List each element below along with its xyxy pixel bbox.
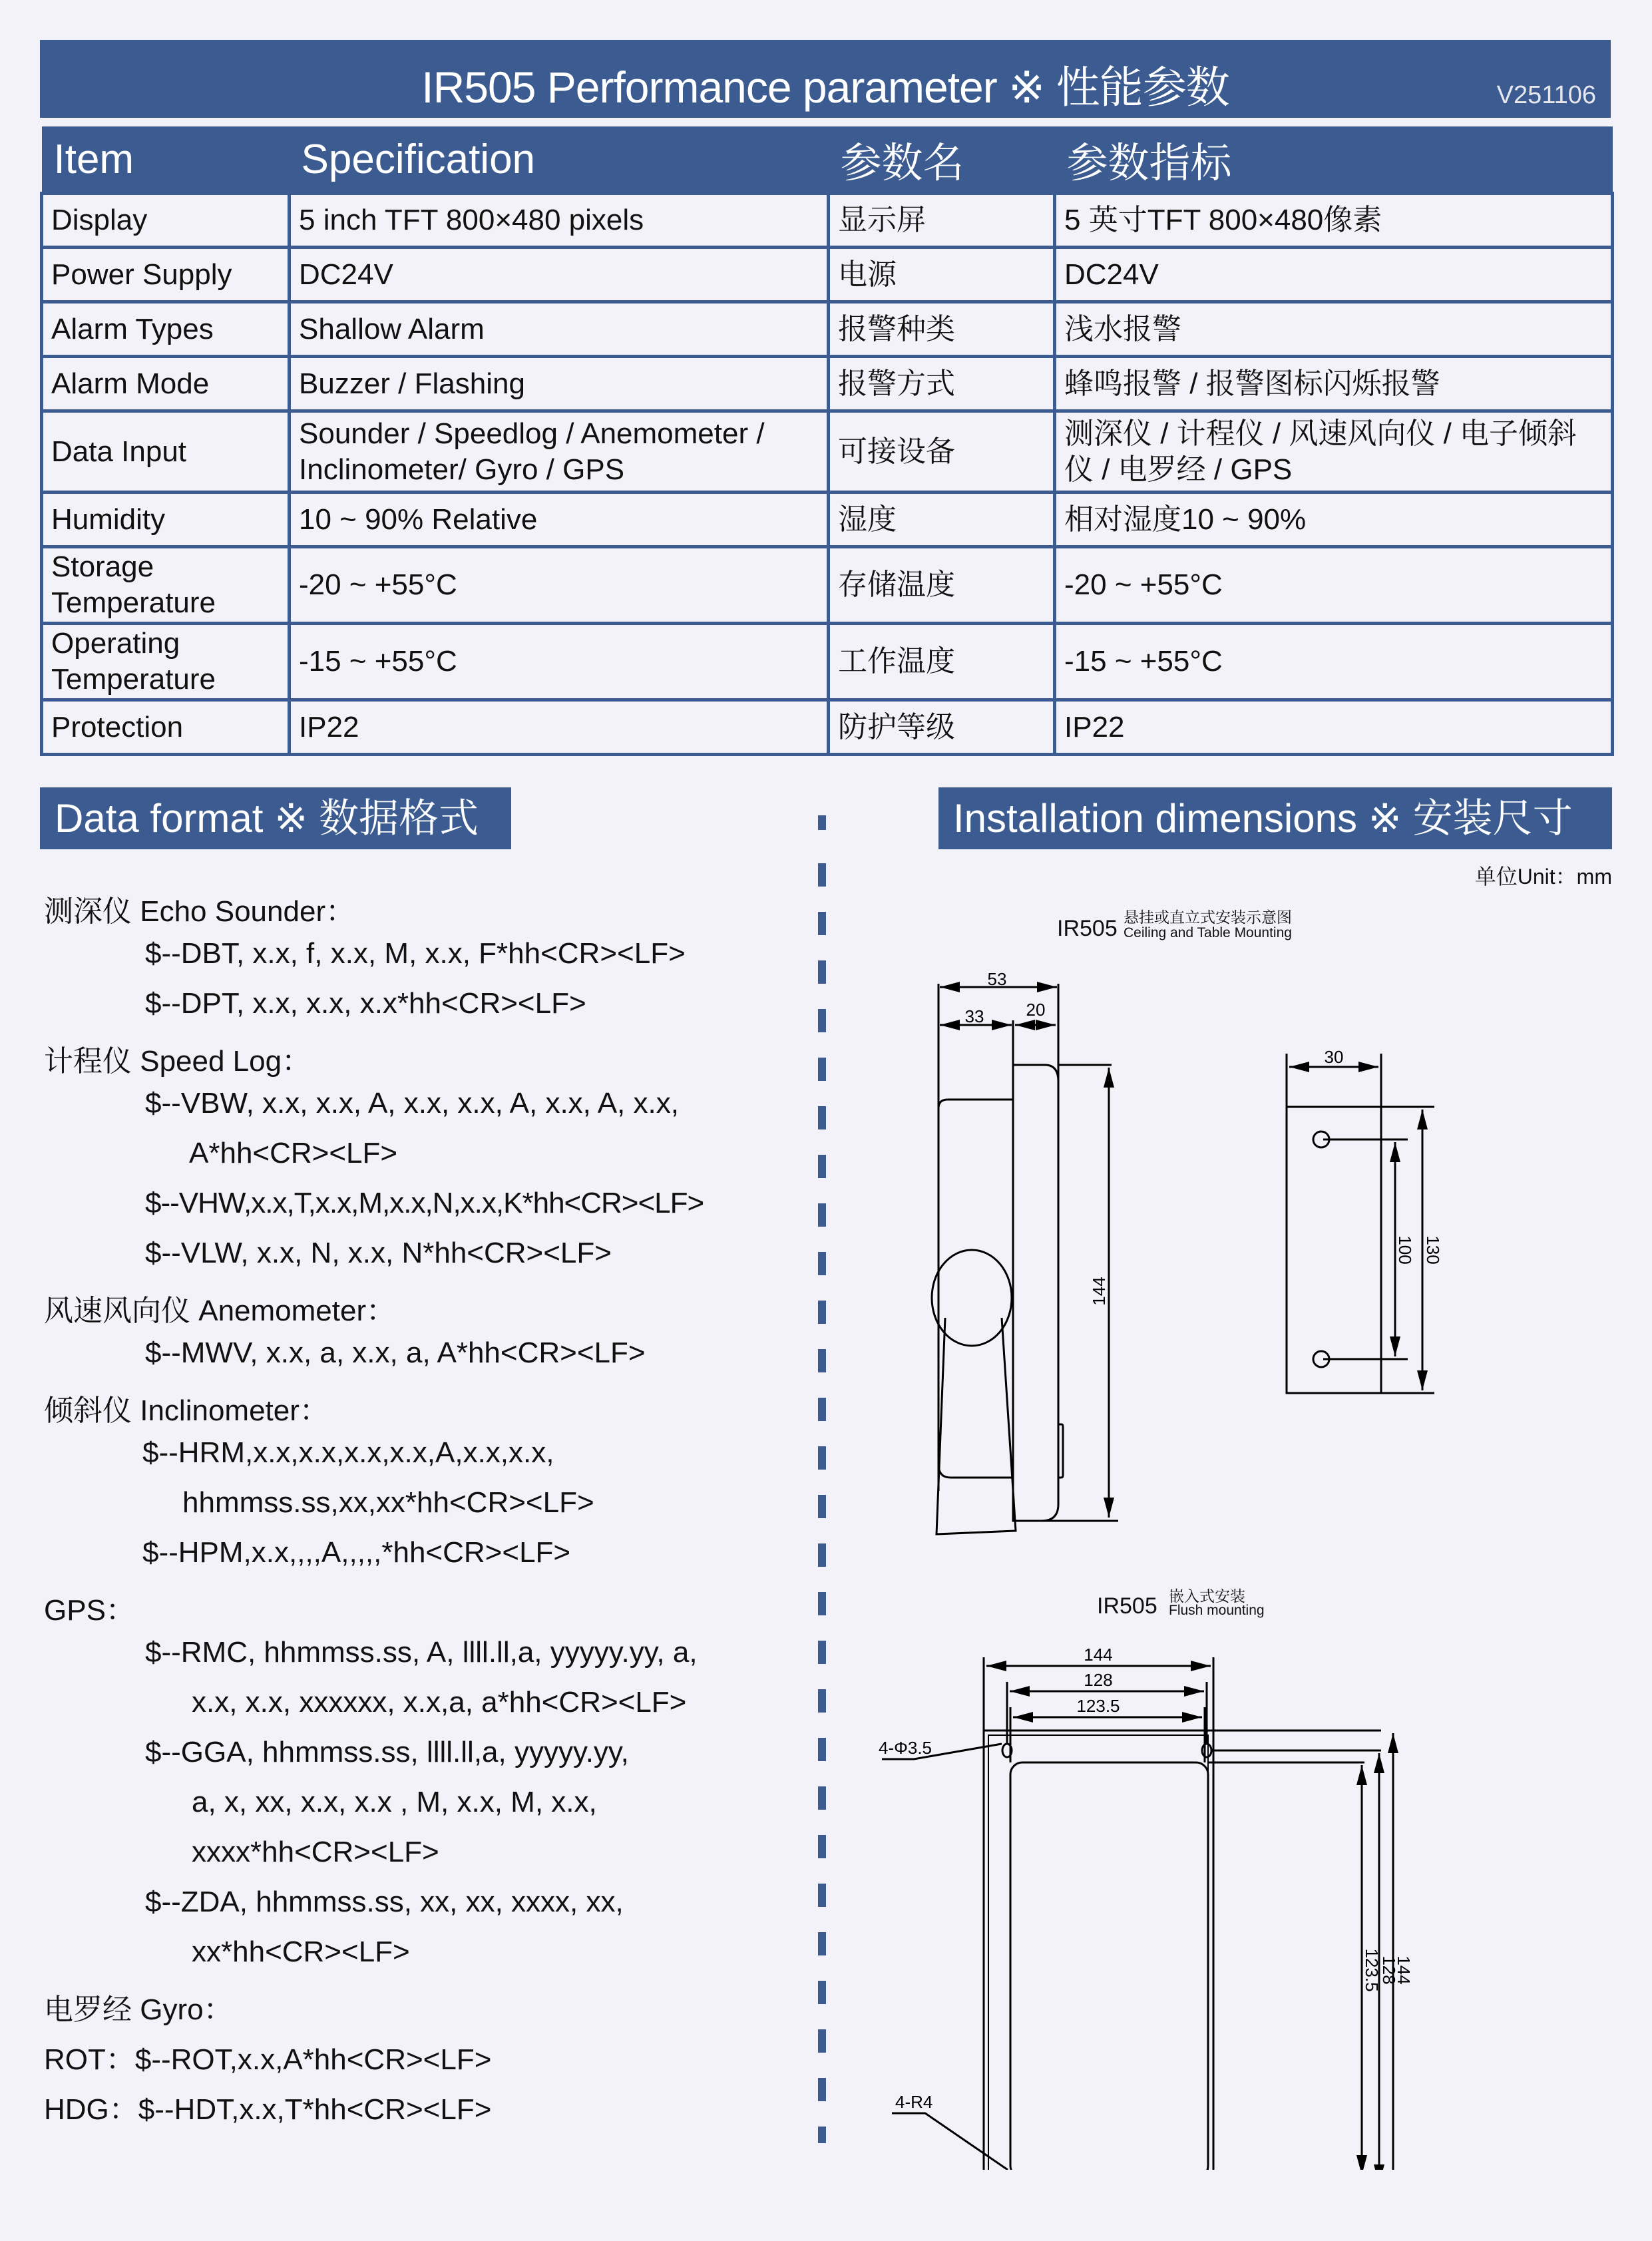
data-format-heading: Data format ※ 数据格式 xyxy=(40,787,511,849)
flush-mounting-diagram xyxy=(865,1637,1531,2170)
cell-item: Humidity xyxy=(42,493,290,547)
radius-note: 4-R4 xyxy=(895,2092,933,2112)
cell-value-zh: 蜂鸣报警 / 报警图标闪烁报警 xyxy=(1055,357,1613,411)
format-line: a, x, xx, x.x, x.x , M, x.x, M, x.x, xyxy=(192,1786,597,1818)
cell-name-zh: 报警方式 xyxy=(829,357,1055,411)
diagram1-model: IR505 xyxy=(1057,916,1118,941)
format-line: 电罗经 Gyro： xyxy=(44,1993,233,2026)
dim-144: 144 xyxy=(1089,1277,1109,1306)
cell-value-zh: IP22 xyxy=(1055,700,1613,755)
format-line: $--RMC, hhmmss.ss, A, llll.ll,a, yyyyy.yy, a, xyxy=(145,1636,698,1669)
cell-name-zh: 电源 xyxy=(829,248,1055,302)
format-line: $--VHW,x.x,T,x.x,M,x.x,N,x.x,K*hh<CR><LF> xyxy=(145,1187,704,1219)
diagram1-caption-zh: 悬挂或直立式安装示意图 xyxy=(1124,909,1292,926)
diagram2-caption-en: Flush mounting xyxy=(1169,1603,1265,1618)
table-header-row xyxy=(42,126,1613,194)
diagram1-caption-en: Ceiling and Table Mounting xyxy=(1124,925,1292,940)
unit-label: 单位Unit：mm xyxy=(1474,865,1612,889)
title-banner xyxy=(40,40,1611,118)
cell-name-zh: 工作温度 xyxy=(829,624,1055,700)
cell-item: Display xyxy=(42,194,290,248)
format-line: ROT：$--ROT,x.x,A*hh<CR><LF> xyxy=(44,2043,492,2076)
cell-name-zh: 防护等级 xyxy=(829,700,1055,755)
section-divider xyxy=(818,815,826,2180)
cell-spec: Shallow Alarm xyxy=(290,302,829,357)
cell-item: Power Supply xyxy=(42,248,290,302)
cell-spec: DC24V xyxy=(290,248,829,302)
format-line: 计程仪 Speed Log： xyxy=(44,1045,311,1078)
dim-130: 130 xyxy=(1423,1235,1443,1265)
format-line: hhmmss.ss,xx,xx*hh<CR><LF> xyxy=(182,1486,594,1519)
page-title: IR505 Performance parameter ※ 性能参数 xyxy=(421,63,1229,112)
table-row xyxy=(42,493,1613,547)
format-line: $--VBW, x.x, x.x, A, x.x, x.x, A, x.x, A, x.x, xyxy=(145,1087,679,1120)
cell-item: Protection xyxy=(42,700,290,755)
table-row xyxy=(42,248,1613,302)
dim-53: 53 xyxy=(987,969,1007,989)
format-line: $--HPM,x.x,,,,A,,,,,*hh<CR><LF> xyxy=(142,1536,571,1569)
ceiling-table-mounting-diagram xyxy=(919,945,1504,1557)
cell-item: Operating Temperature xyxy=(42,624,290,700)
dim-v-128: 128 xyxy=(1379,1955,1399,1985)
cell-item: Storage Temperature xyxy=(42,547,290,624)
cell-item: Alarm Mode xyxy=(42,357,290,411)
dim-hole-128: 128 xyxy=(1084,1670,1113,1690)
cell-name-zh: 湿度 xyxy=(829,493,1055,547)
table-row xyxy=(42,624,1613,700)
format-line: $--DPT, x.x, x.x, x.x*hh<CR><LF> xyxy=(145,987,586,1020)
format-line: HDG：$--HDT,x.x,T*hh<CR><LF> xyxy=(44,2093,492,2126)
cell-name-zh: 显示屏 xyxy=(829,194,1055,248)
format-line: $--DBT, x.x, f, x.x, M, x.x, F*hh<CR><LF> xyxy=(145,937,686,970)
column-header-item: Item xyxy=(42,126,290,194)
format-line: $--MWV, x.x, a, x.x, a, A*hh<CR><LF> xyxy=(145,1336,646,1369)
format-line: $--HRM,x.x,x.x,x.x,x.x,A,x.x,x.x, xyxy=(142,1436,554,1469)
cell-value-zh: DC24V xyxy=(1055,248,1613,302)
cell-name-zh: 报警种类 xyxy=(829,302,1055,357)
dim-outer-144: 144 xyxy=(1084,1645,1113,1665)
dim-30: 30 xyxy=(1324,1047,1344,1067)
version-label: V251106 xyxy=(1496,81,1596,109)
dim-100: 100 xyxy=(1395,1235,1415,1265)
format-line: $--GGA, hhmmss.ss, llll.ll,a, yyyyy.yy, xyxy=(145,1736,629,1768)
cell-name-zh: 可接设备 xyxy=(829,411,1055,493)
cell-spec: -20 ~ +55°C xyxy=(290,547,829,624)
diagram2-caption-zh: 嵌入式安装 xyxy=(1169,1587,1245,1605)
performance-table xyxy=(40,126,1614,756)
cell-spec: Sounder / Speedlog / Anemometer / Inclinometer/ Gyro / GPS xyxy=(290,411,829,493)
format-line: 倾斜仪 Inclinometer： xyxy=(44,1394,329,1427)
cell-value-zh: 浅水报警 xyxy=(1055,302,1613,357)
table-row xyxy=(42,194,1613,248)
cell-value-zh: -15 ~ +55°C xyxy=(1055,624,1613,700)
table-row xyxy=(42,411,1613,493)
cell-name-zh: 存储温度 xyxy=(829,547,1055,624)
dim-cutout-123-5: 123.5 xyxy=(1076,1696,1120,1716)
format-line: 风速风向仪 Anemometer： xyxy=(44,1295,396,1327)
hole-note: 4-Φ3.5 xyxy=(879,1738,932,1758)
cell-spec: 10 ~ 90% Relative xyxy=(290,493,829,547)
cell-spec: IP22 xyxy=(290,700,829,755)
cell-value-zh: 测深仪 / 计程仪 / 风速风向仪 / 电子倾斜仪 / 电罗经 / GPS xyxy=(1055,411,1613,493)
dim-33: 33 xyxy=(964,1006,984,1026)
table-row xyxy=(42,547,1613,624)
dim-v-144: 144 xyxy=(1394,1955,1414,1985)
format-line: xxxx*hh<CR><LF> xyxy=(192,1836,439,1868)
cell-value-zh: -20 ~ +55°C xyxy=(1055,547,1613,624)
cell-value-zh: 相对湿度10 ~ 90% xyxy=(1055,493,1613,547)
cell-item: Data Input xyxy=(42,411,290,493)
table-row xyxy=(42,357,1613,411)
cell-item: Alarm Types xyxy=(42,302,290,357)
dim-20: 20 xyxy=(1026,1000,1046,1020)
column-header-param-value: 参数指标 xyxy=(1055,126,1613,194)
cell-spec: -15 ~ +55°C xyxy=(290,624,829,700)
format-line: A*hh<CR><LF> xyxy=(189,1137,398,1169)
column-header-param-name: 参数名 xyxy=(829,126,1055,194)
format-line: 测深仪 Echo Sounder： xyxy=(44,895,355,928)
table-row xyxy=(42,700,1613,755)
installation-heading: Installation dimensions ※ 安装尺寸 xyxy=(938,787,1612,849)
dim-v-123-5: 123.5 xyxy=(1362,1948,1382,1992)
format-line: x.x, x.x, xxxxxx, x.x,a, a*hh<CR><LF> xyxy=(192,1686,687,1719)
table-row xyxy=(42,302,1613,357)
cell-spec: 5 inch TFT 800×480 pixels xyxy=(290,194,829,248)
diagram2-model: IR505 xyxy=(1097,1593,1157,1619)
cell-spec: Buzzer / Flashing xyxy=(290,357,829,411)
column-header-specification: Specification xyxy=(290,126,829,194)
format-line: $--ZDA, hhmmss.ss, xx, xx, xxxx, xx, xyxy=(145,1886,624,1918)
format-line: $--VLW, x.x, N, x.x, N*hh<CR><LF> xyxy=(145,1237,612,1269)
cell-value-zh: 5 英寸TFT 800×480像素 xyxy=(1055,194,1613,248)
format-line: GPS： xyxy=(44,1594,135,1627)
format-line: xx*hh<CR><LF> xyxy=(192,1935,410,1968)
